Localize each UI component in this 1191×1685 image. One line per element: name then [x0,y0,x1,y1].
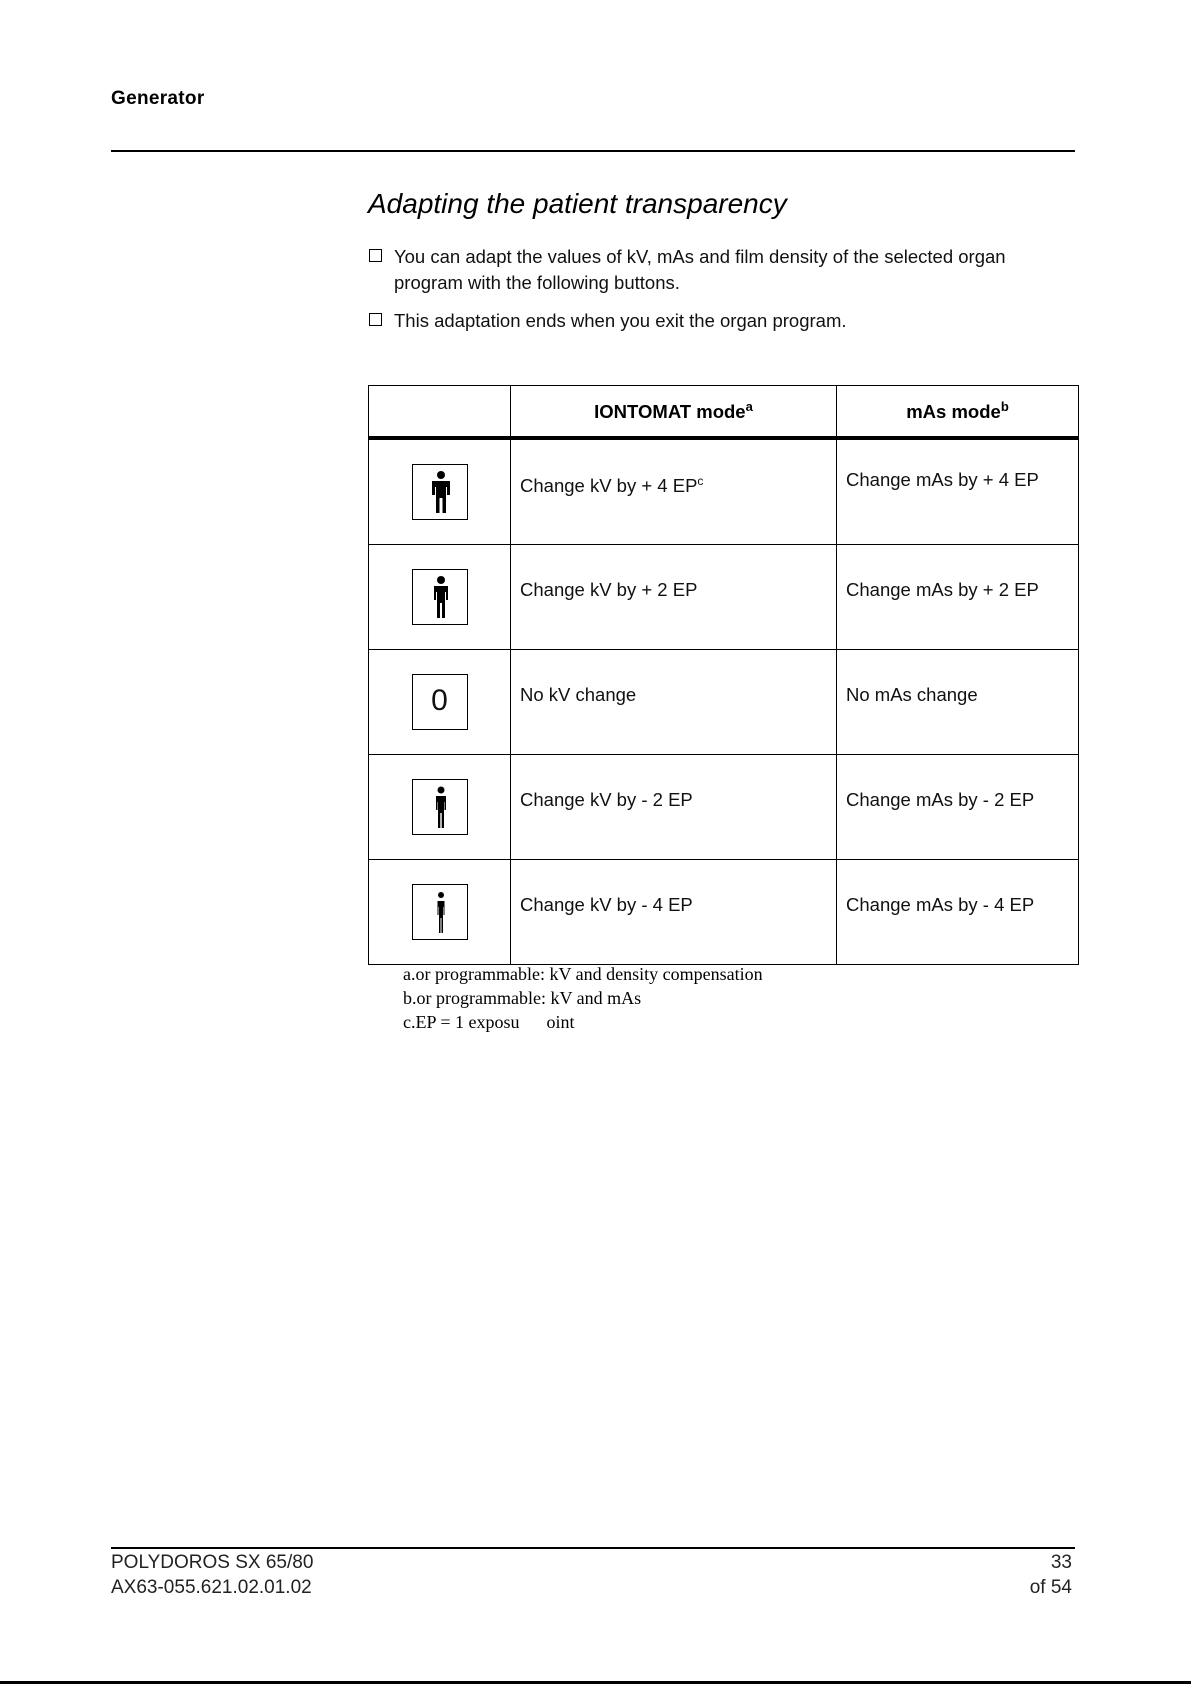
kv-cell [511,755,837,860]
kv-change-text: Change kV by + 4 EP [520,475,698,497]
page-edge-rule [0,1681,1191,1684]
mas-change-text: Change mAs by + 2 EP [846,579,1039,600]
column-header-mas [837,386,1079,439]
page-title: Adapting the patient transparency [368,188,787,219]
column-header-iontomat [511,386,837,439]
table-row [369,438,1079,545]
kv-cell [511,860,837,965]
minus-4-button[interactable] [412,884,468,940]
document-number: AX63-055.621.02.01.02 [111,1577,312,1598]
icon-cell [369,860,511,965]
page-number: 33 [1050,1552,1072,1573]
bullet-item [368,244,1068,296]
mas-change-text: Change mAs by - 4 EP [846,894,1035,915]
person-thin-icon [413,885,469,941]
footnote-ref: c [697,474,704,488]
bullet-list [368,244,1068,346]
kv-change-text: No kV change [520,684,637,705]
person-large-icon [413,465,469,521]
footer-left [111,1550,313,1600]
mas-cell [837,755,1079,860]
mas-cell [837,438,1079,545]
footer-rule [111,1547,1075,1549]
footer-right [1030,1550,1072,1600]
kv-cell [511,438,837,545]
bullet-item [368,308,1068,334]
mas-cell [837,860,1079,965]
footnotes [403,962,763,1034]
kv-change-text: Change kV by - 4 EP [520,894,693,915]
plus-4-button[interactable] [412,464,468,520]
checkbox-bullet-icon [369,249,382,262]
section-header: Generator [111,88,205,109]
person-slim-icon [413,780,469,836]
table-row [369,755,1079,860]
table-header-row [369,386,1079,439]
kv-change-text: Change kV by + 2 EP [520,579,698,600]
mas-change-text: Change mAs by - 2 EP [846,789,1035,810]
page-total: of 54 [1029,1577,1072,1598]
zero-button[interactable] [412,674,468,730]
person-medium-icon [413,570,469,626]
mas-cell [837,545,1079,650]
table-row [369,860,1079,965]
footnote-a: a.or programmable: kV and density compensation [403,964,763,984]
mas-cell [837,650,1079,755]
column-header-label: mAs mode [906,401,1001,423]
plus-2-button[interactable] [412,569,468,625]
bullet-text: You can adapt the values of kV, mAs and film density of the selected organ program with the following buttons. [394,246,1006,293]
transparency-table [368,385,1079,965]
mas-change-text: Change mAs by + 4 EP [846,469,1039,490]
footnote-c: c.EP = 1 exposu oint [403,1012,575,1032]
header-rule [111,150,1075,152]
icon-cell [369,650,511,755]
checkbox-bullet-icon [369,313,382,326]
footnote-ref: b [1000,398,1009,414]
kv-cell [511,650,837,755]
table-row [369,650,1079,755]
footnote-ref: a [745,398,753,414]
table-row [369,545,1079,650]
column-header-button [369,386,511,439]
kv-cell [511,545,837,650]
icon-cell [369,438,511,545]
bullet-text: This adaptation ends when you exit the organ program. [394,310,847,331]
footnote-b: b.or programmable: kV and mAs [403,988,642,1008]
minus-2-button[interactable] [412,779,468,835]
icon-cell [369,545,511,650]
mas-change-text: No mAs change [846,684,978,705]
icon-cell [369,755,511,860]
column-header-label: IONTOMAT mode [594,401,746,423]
product-name: POLYDOROS SX 65/80 [111,1552,314,1573]
kv-change-text: Change kV by - 2 EP [520,789,693,810]
zero-icon: 0 [431,683,448,717]
